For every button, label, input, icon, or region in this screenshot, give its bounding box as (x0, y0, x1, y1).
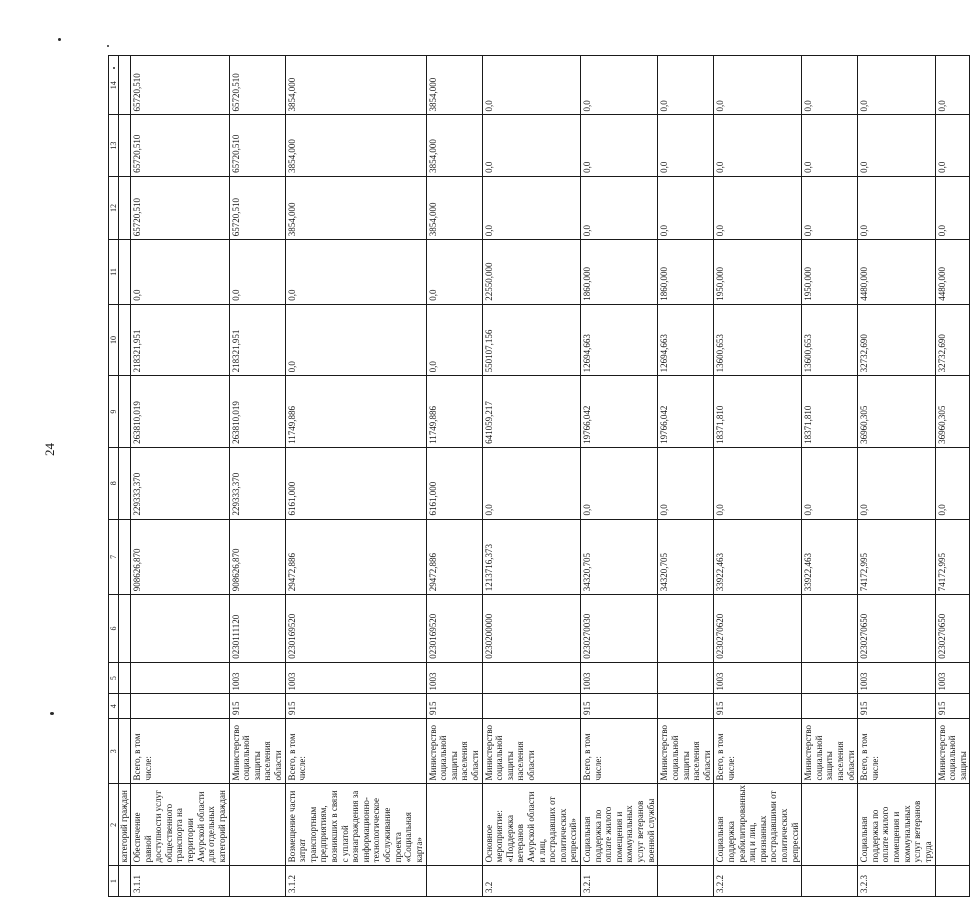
target-article-code: 0230169520 (285, 595, 426, 663)
amount-col-11: 22550,000 (482, 240, 580, 304)
column-number-10: 10 (109, 304, 119, 376)
amount-col-9: 641059,217 (482, 376, 580, 448)
amount-col-10: 13600,653 (802, 304, 858, 376)
amount-col-11: 0,0 (426, 240, 482, 304)
amount-col-9: 263810,019 (229, 376, 285, 448)
column-number-13: 13 (109, 115, 119, 176)
executor-cell: Министерство социальной защиты населения области (229, 719, 285, 784)
amount-col-11: 1860,000 (658, 240, 714, 304)
empty-cell (119, 447, 131, 519)
column-number-6: 6 (109, 595, 119, 663)
amount-col-10: 218321,951 (229, 304, 285, 376)
amount-col-10: 12694,663 (581, 304, 658, 376)
amount-col-13: 3854,000 (426, 115, 482, 176)
amount-col-11: 1950,000 (802, 240, 858, 304)
section-code (658, 662, 714, 694)
total-amount: 29472,886 (285, 519, 426, 595)
amount-col-8: 0,0 (858, 447, 935, 519)
empty-cell (119, 376, 131, 448)
amount-col-8: 0,0 (581, 447, 658, 519)
gr-code: 915 (935, 694, 970, 719)
amount-col-8: 0,0 (482, 447, 580, 519)
gr-code: 915 (858, 694, 935, 719)
amount-col-13: 65720,510 (131, 115, 229, 176)
gr-code: 915 (714, 694, 802, 719)
amount-col-11: 1860,000 (581, 240, 658, 304)
row-number: 3.2.1 (581, 866, 658, 897)
section-code: 1003 (858, 662, 935, 694)
empty-cell (119, 866, 131, 897)
empty-cell (935, 784, 970, 866)
gr-code: 915 (426, 694, 482, 719)
amount-col-12: 3854,000 (426, 176, 482, 239)
row-number: 3.2.2 (714, 866, 802, 897)
total-amount: 33922,463 (802, 519, 858, 595)
empty-cell (802, 866, 858, 897)
gr-code: 915 (285, 694, 426, 719)
amount-col-11: 0,0 (285, 240, 426, 304)
table-row (482, 56, 580, 897)
target-article-code: 0230270650 (935, 595, 970, 663)
section-code: 1003 (581, 662, 658, 694)
empty-cell (658, 866, 714, 897)
empty-cell (426, 866, 482, 897)
amount-col-11: 0,0 (229, 240, 285, 304)
amount-col-9: 11749,886 (426, 376, 482, 448)
amount-col-9: 18371,810 (802, 376, 858, 448)
table-subrow (426, 56, 482, 897)
column-number-2: 2 (109, 784, 119, 866)
amount-col-13: 0,0 (714, 115, 802, 176)
amount-col-10: 13600,653 (714, 304, 802, 376)
row-number: 3.1.2 (285, 866, 426, 897)
section-code (482, 662, 580, 694)
amount-col-10: 218321,951 (131, 304, 229, 376)
amount-col-14: 65720,510 (229, 56, 285, 115)
amount-col-8: 0,0 (802, 447, 858, 519)
amount-col-14: 0,0 (714, 56, 802, 115)
executor-cell: Министерство социальной защиты населения области (802, 719, 858, 784)
executor-cell: Министерство социальной защиты населения области (482, 719, 580, 784)
table-subrow (229, 56, 285, 897)
amount-col-12: 65720,510 (131, 176, 229, 239)
amount-col-8: 0,0 (658, 447, 714, 519)
total-amount: 34320,705 (658, 519, 714, 595)
table-subrow (802, 56, 858, 897)
total-amount: 34320,705 (581, 519, 658, 595)
row-number: 3.2.3 (858, 866, 935, 897)
total-amount: 908626,870 (229, 519, 285, 595)
amount-col-10: 12694,663 (658, 304, 714, 376)
column-number-row (109, 56, 119, 897)
column-number-5: 5 (109, 662, 119, 694)
amount-col-13: 0,0 (658, 115, 714, 176)
amount-col-12: 0,0 (658, 176, 714, 239)
amount-col-14: 3854,000 (426, 56, 482, 115)
empty-cell (119, 694, 131, 719)
amount-col-8: 0,0 (714, 447, 802, 519)
top-fragment-text: категорий граждан (119, 784, 131, 866)
executor-cell: Всего, в том числе: (581, 719, 658, 784)
amount-col-12: 0,0 (935, 176, 970, 239)
target-article-code: 0230169520 (426, 595, 482, 663)
total-amount: 908626,870 (131, 519, 229, 595)
section-code (802, 662, 858, 694)
empty-cell (119, 56, 131, 115)
empty-cell (119, 719, 131, 784)
empty-cell (119, 519, 131, 595)
scan-speck (58, 38, 61, 41)
amount-col-11: 1950,000 (714, 240, 802, 304)
amount-col-8: 6161,000 (285, 447, 426, 519)
target-article-code (802, 595, 858, 663)
table-row (858, 56, 935, 897)
empty-cell (229, 866, 285, 897)
amount-col-9: 19766,042 (658, 376, 714, 448)
column-number-7: 7 (109, 519, 119, 595)
table-row (714, 56, 802, 897)
amount-col-12: 0,0 (581, 176, 658, 239)
row-number: 3.1.1 (131, 866, 229, 897)
row-title: Основное мероприятие: «Поддержка ветеранов Амурской области и лиц, пострадавших от политических репрессий» (482, 784, 580, 866)
amount-col-14: 0,0 (858, 56, 935, 115)
gr-code (658, 694, 714, 719)
empty-cell (119, 176, 131, 239)
target-article-code (131, 595, 229, 663)
empty-cell (426, 784, 482, 866)
section-code (131, 662, 229, 694)
amount-col-13: 3854,000 (285, 115, 426, 176)
executor-cell: Всего, в том числе: (285, 719, 426, 784)
amount-col-14: 0,0 (935, 56, 970, 115)
row-number: 3.2 (482, 866, 580, 897)
gr-code (802, 694, 858, 719)
budget-table (108, 55, 970, 897)
section-code: 1003 (426, 662, 482, 694)
section-code: 1003 (285, 662, 426, 694)
empty-cell (119, 115, 131, 176)
total-amount: 74172,995 (935, 519, 970, 595)
target-article-code (658, 595, 714, 663)
empty-cell (119, 304, 131, 376)
empty-cell (658, 784, 714, 866)
row-title: Обеспечение равной доступности услуг общественного транспорта на территории Амурской области для отдельных категорий граждан (131, 784, 229, 866)
amount-col-12: 0,0 (858, 176, 935, 239)
row-title: Социальная поддержка по оплате жилого помещения и коммунальных услуг ветеранов военной службы (581, 784, 658, 866)
row-title: Возмещение части затрат транспортным предприятиям, возникших в связи с уплатой вознаграждения за информационно-технологическое обслуживание проекта «Социальная карта» (285, 784, 426, 866)
amount-col-13: 0,0 (802, 115, 858, 176)
column-number-14: 14 (109, 56, 119, 115)
amount-col-14: 0,0 (482, 56, 580, 115)
executor-cell: Всего, в том числе: (714, 719, 802, 784)
amount-col-11: 0,0 (131, 240, 229, 304)
table-subrow (935, 56, 970, 897)
table-row (581, 56, 658, 897)
amount-col-13: 65720,510 (229, 115, 285, 176)
empty-cell (119, 595, 131, 663)
amount-col-9: 19766,042 (581, 376, 658, 448)
amount-col-9: 36960,305 (858, 376, 935, 448)
column-number-4: 4 (109, 694, 119, 719)
gr-code: 915 (229, 694, 285, 719)
amount-col-10: 0,0 (426, 304, 482, 376)
table-subrow (658, 56, 714, 897)
section-code: 1003 (714, 662, 802, 694)
amount-col-9: 18371,810 (714, 376, 802, 448)
total-amount: 1213716,373 (482, 519, 580, 595)
budget-table-rotated (108, 55, 968, 897)
table-row (285, 56, 426, 897)
amount-col-13: 0,0 (858, 115, 935, 176)
amount-col-8: 229333,370 (131, 447, 229, 519)
amount-col-10: 0,0 (285, 304, 426, 376)
executor-cell: Министерство социальной защиты населения области (658, 719, 714, 784)
table-body (119, 56, 970, 897)
amount-col-14: 0,0 (581, 56, 658, 115)
row-title: Социальная поддержка реабилитированных лиц и лиц, признанных пострадавшими от политических репрессий (714, 784, 802, 866)
amount-col-12: 0,0 (482, 176, 580, 239)
row-title: Социальная поддержка по оплате жилого помещения и коммунальных услуг ветеранов труда (858, 784, 935, 866)
empty-cell (935, 866, 970, 897)
column-number-12: 12 (109, 176, 119, 239)
amount-col-14: 0,0 (658, 56, 714, 115)
gr-code (482, 694, 580, 719)
table-row (131, 56, 229, 897)
executor-cell: Министерство социальной защиты (935, 719, 970, 784)
column-number-1: 1 (109, 866, 119, 897)
amount-col-8: 6161,000 (426, 447, 482, 519)
target-article-code: 0230111120 (229, 595, 285, 663)
empty-cell (119, 662, 131, 694)
column-number-3: 3 (109, 719, 119, 784)
amount-col-13: 0,0 (581, 115, 658, 176)
amount-col-11: 4480,000 (858, 240, 935, 304)
empty-cell (229, 784, 285, 866)
target-article-code: 0230270650 (858, 595, 935, 663)
amount-col-11: 4480,000 (935, 240, 970, 304)
amount-col-14: 0,0 (802, 56, 858, 115)
amount-col-12: 0,0 (714, 176, 802, 239)
amount-col-14: 65720,510 (131, 56, 229, 115)
amount-col-13: 0,0 (482, 115, 580, 176)
top-fragment-row (119, 56, 131, 897)
amount-col-9: 11749,886 (285, 376, 426, 448)
column-number-8: 8 (109, 447, 119, 519)
column-number-11: 11 (109, 240, 119, 304)
amount-col-10: 32732,690 (935, 304, 970, 376)
amount-col-14: 3854,000 (285, 56, 426, 115)
target-article-code: 0230270620 (714, 595, 802, 663)
scan-speck (107, 45, 109, 47)
gr-code: 915 (581, 694, 658, 719)
total-amount: 33922,463 (714, 519, 802, 595)
amount-col-9: 263810,019 (131, 376, 229, 448)
target-article-code: 0230270030 (581, 595, 658, 663)
empty-cell (802, 784, 858, 866)
target-article-code: 0230200000 (482, 595, 580, 663)
scan-speck (50, 712, 54, 715)
gr-code (131, 694, 229, 719)
section-code: 1003 (229, 662, 285, 694)
executor-cell: Всего, в том числе: (858, 719, 935, 784)
amount-col-10: 550107,156 (482, 304, 580, 376)
page-number: 24 (42, 443, 57, 456)
total-amount: 29472,886 (426, 519, 482, 595)
executor-cell: Всего, в том числе: (131, 719, 229, 784)
amount-col-12: 3854,000 (285, 176, 426, 239)
total-amount: 74172,995 (858, 519, 935, 595)
executor-cell: Министерство социальной защиты населения области (426, 719, 482, 784)
amount-col-9: 36960,305 (935, 376, 970, 448)
amount-col-10: 32732,690 (858, 304, 935, 376)
empty-cell (119, 240, 131, 304)
amount-col-12: 65720,510 (229, 176, 285, 239)
amount-col-12: 0,0 (802, 176, 858, 239)
amount-col-8: 0,0 (935, 447, 970, 519)
section-code: 1003 (935, 662, 970, 694)
column-number-9: 9 (109, 376, 119, 448)
amount-col-8: 229333,370 (229, 447, 285, 519)
amount-col-13: 0,0 (935, 115, 970, 176)
